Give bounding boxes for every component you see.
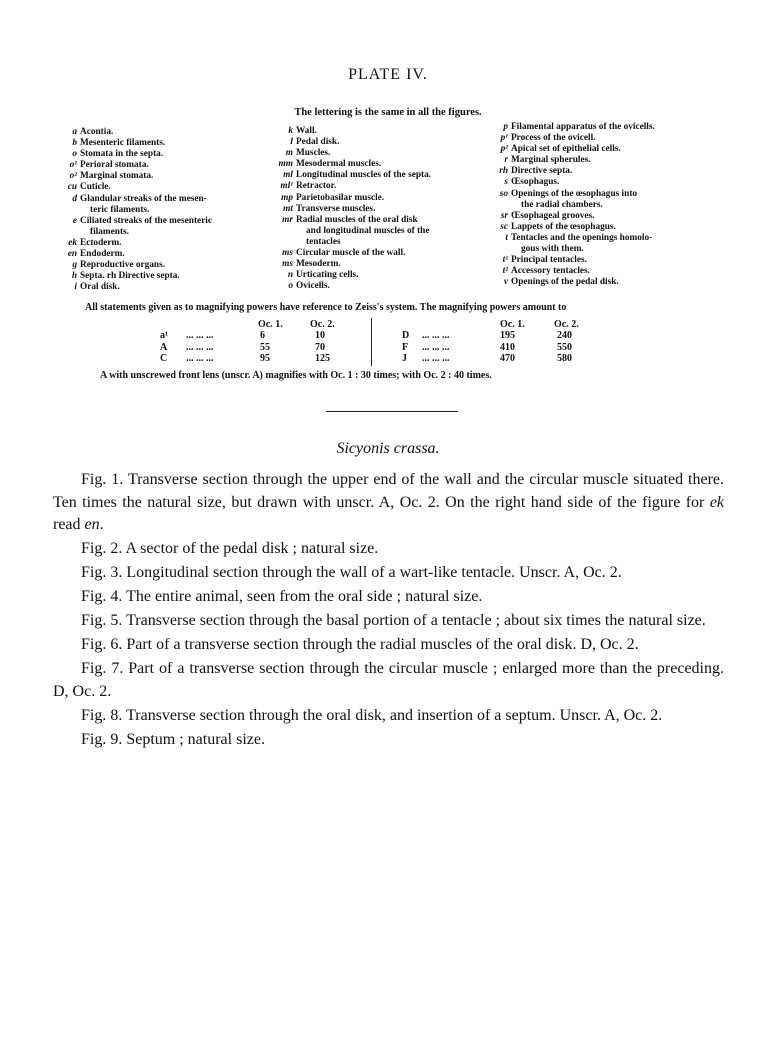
magnification-oc2-value: 70 <box>315 341 325 353</box>
figure-label: Fig. 9. <box>81 730 127 748</box>
legend-entry <box>62 182 212 193</box>
magnification-oc2-value: 580 <box>557 353 572 365</box>
figure-text: Transverse section through the upper end of the wall and the circular muscle situated there. Ten times the natural size, but drawn with unscr. A, Oc. 2. On the right hand side of the figure for <box>53 471 724 511</box>
magnification-oc1-value: 95 <box>260 353 270 365</box>
legend-entry <box>62 260 212 271</box>
legend-symbol: mm <box>278 159 293 170</box>
legend-text: Transverse muscles. <box>296 203 376 214</box>
legend-symbol: p¹ <box>500 133 508 144</box>
legend-text: Ovicells. <box>296 281 330 292</box>
legend-entry <box>493 155 655 166</box>
magnification-objective: J <box>402 353 407 365</box>
legend-entry <box>278 126 431 137</box>
legend-text: Principal tentacles. <box>511 255 587 266</box>
figure-description <box>53 586 724 609</box>
legend-symbol: sc <box>500 221 508 232</box>
legend-text: and longitudinal muscles of the <box>306 225 430 236</box>
legend-entry <box>278 159 431 170</box>
legend-entry <box>62 216 212 227</box>
magnification-row <box>402 353 602 364</box>
header-oc2: Oc. 2. <box>310 319 335 330</box>
plate-title: PLATE IV. <box>348 66 428 83</box>
species-heading: Sicyonis crassa. <box>336 440 440 457</box>
magnification-oc2-value: 10 <box>315 330 325 342</box>
legend-text: Acontia. <box>80 127 114 137</box>
legend-text: Septa. rh Directive septa. <box>80 271 180 282</box>
magnification-objective: D <box>402 330 410 342</box>
legend-symbol: b <box>72 138 77 149</box>
magnification-objective: F <box>402 341 409 353</box>
legend-text: Urticating cells. <box>296 270 359 281</box>
figure-text: The entire animal, seen from the oral side ; natural size. <box>126 588 483 605</box>
figure-label: Fig. 1. <box>81 471 128 488</box>
figure-emphasis: en <box>84 516 100 533</box>
legend-entry <box>278 137 431 148</box>
magnification-objective: C <box>160 353 168 365</box>
legend-entry <box>493 133 655 144</box>
legend-symbol: l <box>290 137 293 148</box>
magnification-row <box>402 342 602 353</box>
figure-label: Fig. 3. <box>81 564 127 581</box>
magnification-dots: ... ... ... <box>186 353 214 365</box>
legend-entry <box>62 138 212 149</box>
legend-text: Œsophagus. <box>511 177 560 188</box>
unscrewed-lens-note: A with unscrewed front lens (unscr. A) magnifies with Oc. 1 : 30 times; with Oc. 2 : 40 times. <box>100 370 492 381</box>
magnification-table-right <box>402 319 602 365</box>
legend-symbol: ek <box>68 237 77 248</box>
header-oc1: Oc. 1. <box>500 319 525 330</box>
header-oc1: Oc. 1. <box>258 319 283 330</box>
legend-symbol: o <box>72 149 77 160</box>
legend-text: Tentacles and the openings homolo- <box>511 232 653 243</box>
legend-column-1 <box>62 127 212 293</box>
legend-entry <box>62 282 212 293</box>
legend-symbol: p <box>503 122 508 132</box>
legend-entry <box>278 270 431 281</box>
legend-text: Glandular streaks of the mesen- <box>80 193 207 204</box>
figure-description <box>53 729 724 752</box>
legend-symbol: ms <box>282 248 293 259</box>
magnification-note: All statements given as to magnifying powers have reference to Zeiss's system. The magnifying powers amount to <box>85 302 567 313</box>
legend-symbol: ml <box>283 170 293 181</box>
legend-text: Ectoderm. <box>80 237 122 248</box>
legend-entry <box>493 177 655 188</box>
legend-symbol: cu <box>67 182 77 193</box>
legend-symbol: sr <box>500 210 508 221</box>
lettering-note: The lettering is the same in all the figures. <box>294 107 482 118</box>
legend-symbol: ms <box>282 259 293 270</box>
magnification-oc1-value: 195 <box>500 330 515 342</box>
legend-symbol: n <box>287 270 293 281</box>
legend-symbol: o² <box>69 171 77 182</box>
legend-text: Marginal stomata. <box>80 171 154 182</box>
figure-label: Fig. 5. <box>81 612 127 629</box>
legend-text: Parietobasilar muscle. <box>296 192 385 203</box>
magnification-dots: ... ... ... <box>422 353 450 365</box>
legend-text: Muscles. <box>296 148 331 159</box>
legend-entry <box>62 171 212 182</box>
legend-symbol: ml¹ <box>280 181 293 192</box>
figure-description <box>53 658 724 703</box>
figure-descriptions <box>53 469 724 753</box>
legend-symbol: o¹ <box>69 160 77 171</box>
figure-text: Septum ; natural size. <box>126 730 265 748</box>
legend-entry <box>278 248 431 259</box>
table-divider <box>371 318 372 366</box>
legend-text: Endoderm. <box>80 249 125 260</box>
legend-entry <box>278 204 431 215</box>
legend-text: Wall. <box>296 126 317 136</box>
legend-text: Process of the ovicell. <box>511 133 596 144</box>
figure-emphasis: ek <box>709 493 725 511</box>
figure-text: . <box>99 516 104 533</box>
magnification-oc2-value: 550 <box>557 341 572 353</box>
magnification-dots: ... ... ... <box>422 330 450 342</box>
legend-text: Pedal disk. <box>296 137 340 148</box>
figure-label: Fig. 7. <box>81 660 129 677</box>
magnification-oc2-value: 240 <box>557 330 572 342</box>
magnification-oc2-value: 125 <box>315 353 330 365</box>
legend-text: Openings of the œsophagus into <box>511 188 638 199</box>
figure-text: read <box>53 516 85 533</box>
legend-symbol: p² <box>500 144 508 155</box>
legend-entry <box>62 238 212 249</box>
legend-text: Retractor. <box>296 181 337 192</box>
legend-text: Apical set of epithelial cells. <box>511 144 621 155</box>
legend-text: Mesoderm. <box>296 259 341 270</box>
legend-entry <box>493 144 655 155</box>
legend-text: Œsophageal grooves. <box>511 210 595 221</box>
legend-entry <box>493 166 655 177</box>
figure-label: Fig. 4. <box>81 588 127 605</box>
legend-text: Stomata in the septa. <box>80 149 164 160</box>
legend-text: Reproductive organs. <box>80 260 166 271</box>
figure-label: Fig. 2. <box>81 540 126 557</box>
legend-entry <box>278 281 431 292</box>
legend-symbol: h <box>71 271 77 282</box>
magnification-objective: A <box>160 341 168 353</box>
legend-entry <box>493 200 655 211</box>
legend-entry <box>493 189 655 200</box>
magnification-row <box>160 353 360 364</box>
legend-symbol: mp <box>281 192 293 203</box>
legend-column-2 <box>278 126 431 292</box>
magnification-oc1-value: 55 <box>260 341 270 353</box>
legend-text: Oral disk. <box>80 282 120 293</box>
figure-text: Part of a transverse section through the radial muscles of the oral disk. D, Oc. 2. <box>126 636 639 653</box>
legend-entry <box>493 266 655 277</box>
legend-symbol: r <box>504 155 508 166</box>
legend-entry <box>493 211 655 222</box>
magnification-oc1-value: 470 <box>500 353 515 365</box>
legend-entry <box>493 277 655 288</box>
legend-text: Cuticle. <box>80 182 111 193</box>
figure-label: Fig. 6. <box>81 636 127 653</box>
legend-entry <box>278 259 431 270</box>
legend-text: Longitudinal muscles of the septa. <box>296 170 432 181</box>
legend-symbol: s <box>504 177 508 188</box>
magnification-row <box>402 330 602 341</box>
legend-entry <box>62 227 212 238</box>
legend-entry <box>493 122 655 133</box>
legend-entry <box>62 160 212 171</box>
header-oc2: Oc. 2. <box>554 319 579 330</box>
legend-text: Mesodermal muscles. <box>296 159 382 170</box>
divider-rule <box>326 411 458 412</box>
legend-text: the radial chambers. <box>521 199 603 210</box>
legend-column-3 <box>493 122 655 288</box>
figure-text: Longitudinal section through the wall of a wart-like tentacle. Unscr. A, Oc. 2. <box>126 564 622 581</box>
legend-symbol: t¹ <box>502 255 508 266</box>
magnification-oc1-value: 6 <box>260 330 265 342</box>
legend-symbol: t <box>505 232 508 243</box>
magnification-dots: ... ... ... <box>186 330 214 342</box>
legend-entry <box>278 170 431 181</box>
legend-text: Marginal spherules. <box>511 155 591 166</box>
legend-text: Circular muscle of the wall. <box>296 248 406 259</box>
legend-symbol: a <box>72 127 77 137</box>
legend-entry <box>278 148 431 159</box>
legend-text: Mesenteric filaments. <box>80 138 166 149</box>
figure-text: Transverse section through the oral disk, and insertion of a septum. Unscr. A, Oc. 2. <box>126 706 663 724</box>
legend-text: tentacles <box>306 236 341 247</box>
figure-text: Transverse section through the basal portion of a tentacle ; about six times the natural size. <box>126 612 706 629</box>
figure-description <box>53 538 724 561</box>
magnification-table-left <box>160 319 360 365</box>
legend-entry <box>278 226 431 237</box>
magnification-objective: a¹ <box>160 330 168 342</box>
legend-entry <box>493 244 655 255</box>
figure-description <box>53 562 724 585</box>
magnification-row <box>160 330 360 341</box>
legend-symbol: v <box>503 277 508 288</box>
legend-symbol: mr <box>282 214 293 225</box>
legend-entry <box>62 205 212 216</box>
legend-symbol: i <box>74 282 77 293</box>
legend-symbol: m <box>285 148 293 159</box>
magnification-dots: ... ... ... <box>422 341 450 353</box>
figure-description <box>53 705 724 728</box>
figure-label: Fig. 8. <box>81 706 127 724</box>
legend-text: Openings of the pedal disk. <box>511 277 619 288</box>
legend-symbol: k <box>288 126 293 136</box>
magnification-dots: ... ... ... <box>186 341 214 353</box>
legend-symbol: so <box>499 188 508 199</box>
legend-entry <box>62 249 212 260</box>
legend-text: Accessory tentacles. <box>511 266 590 277</box>
legend-text: Directive septa. <box>511 166 573 177</box>
legend-entry <box>278 237 431 248</box>
legend-entry <box>278 193 431 204</box>
figure-text: A sector of the pedal disk ; natural size. <box>125 540 379 557</box>
legend-text: Ciliated streaks of the mesenteric <box>80 215 213 226</box>
legend-entry <box>62 149 212 160</box>
legend-entry <box>278 215 431 226</box>
legend-symbol: g <box>72 260 77 271</box>
legend-text: Lappets of the œsophagus. <box>511 221 616 232</box>
figure-description <box>53 610 724 633</box>
legend-text: Filamental apparatus of the ovicells. <box>511 122 655 132</box>
legend-symbol: d <box>72 193 77 204</box>
legend-entry <box>493 222 655 233</box>
legend-text: gous with them. <box>521 244 584 255</box>
legend-entry <box>278 181 431 192</box>
legend-symbol: o <box>288 281 293 292</box>
legend-entry <box>62 194 212 205</box>
magnification-oc1-value: 410 <box>500 341 515 353</box>
legend-symbol: e <box>72 215 77 226</box>
legend-text: filaments. <box>90 226 129 237</box>
legend-symbol: t² <box>502 266 508 277</box>
figure-text: Part of a transverse section through the circular muscle ; enlarged more than the preceding. D, Oc. 2. <box>53 660 724 700</box>
legend-entry <box>62 127 212 138</box>
figure-description <box>53 469 724 537</box>
legend-symbol: mt <box>283 203 293 214</box>
figure-description <box>53 634 724 657</box>
magnification-row <box>160 342 360 353</box>
legend-text: Radial muscles of the oral disk <box>296 214 418 225</box>
legend-text: teric filaments. <box>90 204 150 215</box>
legend-entry <box>493 233 655 244</box>
legend-symbol: en <box>67 249 77 260</box>
legend-symbol: rh <box>499 166 508 177</box>
legend-entry <box>493 255 655 266</box>
legend-text: Perioral stomata. <box>80 160 149 171</box>
legend-entry <box>62 271 212 282</box>
